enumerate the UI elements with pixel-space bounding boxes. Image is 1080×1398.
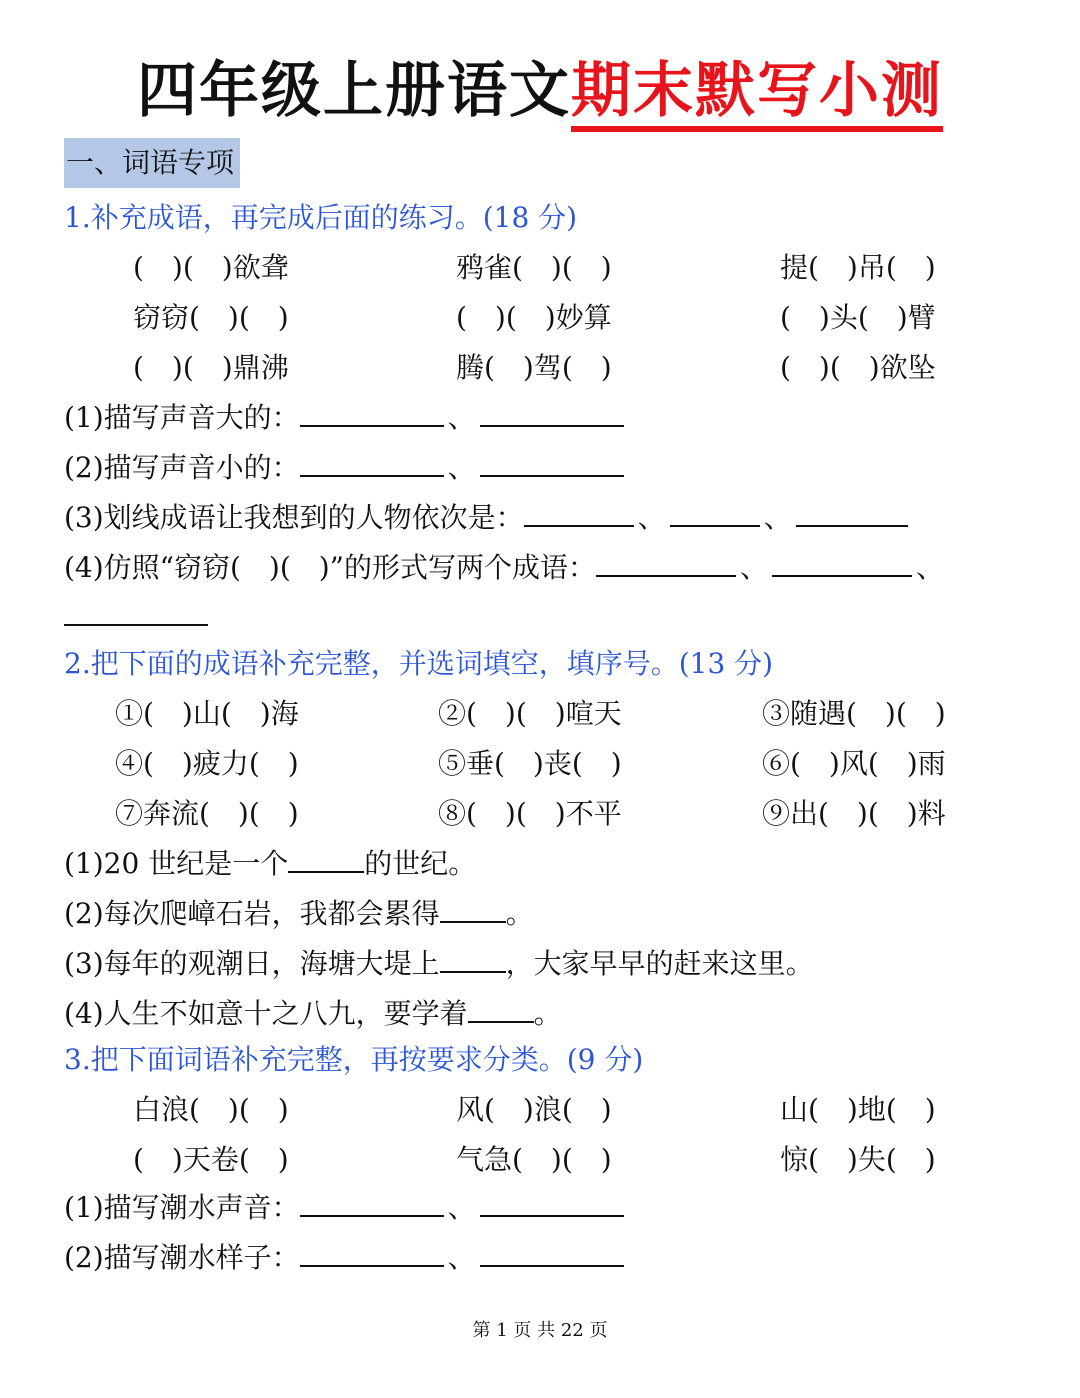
title-main: 四年级上册语文 (137, 56, 571, 126)
q3-word: 风( )浪( ) (456, 1093, 612, 1126)
q1-idiom: ( )( )欲聋 (133, 251, 289, 284)
q2-s2-pre: (2)每次爬嶂石岩，我都会累得 (64, 897, 440, 930)
q1-sub2 (64, 446, 624, 486)
answer-blank[interactable] (796, 497, 908, 527)
q3-word: 白浪( )( ) (133, 1093, 289, 1126)
q2-s1-post: 的世纪。 (364, 847, 477, 880)
answer-blank[interactable] (596, 547, 736, 577)
separator: 、 (447, 1191, 476, 1224)
question-3-label: 3.把下面词语补充完整，再按要求分类。(9 分) (64, 1043, 644, 1076)
question-2-label: 2.把下面的成语补充完整，并选词填空，填序号。(13 分) (64, 647, 774, 680)
q3-sub2 (64, 1236, 624, 1276)
answer-blank[interactable] (480, 1237, 624, 1267)
q2-idiom: ④( )疲力( ) (115, 747, 299, 780)
separator: 、 (763, 501, 792, 534)
q2-s2-post: 。 (505, 897, 534, 930)
answer-blank[interactable] (480, 1187, 624, 1217)
q2-idiom: ⑥( )风( )雨 (762, 747, 946, 780)
q2-sentence-3 (64, 942, 814, 982)
q2-idiom: ⑨出( )( )料 (762, 797, 946, 830)
answer-blank[interactable] (300, 1237, 444, 1267)
q2-s4-pre: (4)人生不如意十之八九，要学着 (64, 997, 468, 1030)
separator: 、 (447, 1241, 476, 1274)
q2-s4-post: 。 (533, 997, 562, 1030)
q2-idiom: ⑧( )( )不平 (438, 797, 622, 830)
page-footer: 第 1 页 共 22 页 (472, 1320, 608, 1341)
answer-blank[interactable] (288, 843, 364, 873)
q1-idiom: ( )头( )臂 (780, 301, 936, 334)
q2-sentence-1 (64, 842, 476, 882)
answer-blank[interactable] (300, 447, 444, 477)
q1-idiom: 腾( )驾( ) (456, 351, 612, 384)
separator: 、 (637, 501, 666, 534)
page-title (0, 46, 1080, 136)
question-1-label: 1.补充成语，再完成后面的练习。(18 分) (64, 201, 578, 234)
q2-idiom: ①( )山( )海 (115, 697, 299, 730)
title-highlight: 期末默写小测 (571, 56, 943, 132)
q2-idiom: ⑤垂( )丧( ) (438, 747, 622, 780)
answer-blank[interactable] (64, 596, 208, 626)
separator: 、 (447, 401, 476, 434)
answer-blank[interactable] (468, 993, 534, 1023)
q1-sub1-text: (1)描写声音大的： (64, 401, 300, 434)
q1-idiom: 提( )吊( ) (780, 251, 936, 284)
q1-idiom: 鸦雀( )( ) (456, 251, 612, 284)
q2-idiom: ②( )( )喧天 (438, 697, 622, 730)
q3-word: 气急( )( ) (456, 1143, 612, 1176)
answer-blank[interactable] (480, 397, 624, 427)
q2-sentence-2 (64, 892, 534, 932)
q2-s3-post: ，大家早早的赶来这里。 (505, 947, 814, 980)
separator: 、 (740, 551, 769, 584)
q2-s3-pre: (3)每年的观潮日，海塘大堤上 (64, 947, 440, 980)
q3-sub1-text: (1)描写潮水声音： (64, 1191, 300, 1224)
answer-blank[interactable] (772, 547, 912, 577)
q1-idiom: ( )( )欲坠 (780, 351, 936, 384)
answer-blank[interactable] (300, 397, 444, 427)
section-heading-vocabulary: 一、词语专项 (64, 138, 240, 188)
q3-word: 山( )地( ) (780, 1093, 936, 1126)
q1-sub4-text: (4)仿照“窃窃( )( )”的形式写两个成语： (64, 551, 596, 584)
answer-blank[interactable] (480, 447, 624, 477)
answer-blank[interactable] (300, 1187, 444, 1217)
q3-word: 惊( )失( ) (780, 1143, 936, 1176)
answer-blank[interactable] (440, 943, 506, 973)
q1-idiom: ( )( )鼎沸 (133, 351, 289, 384)
q2-sentence-4 (64, 992, 562, 1032)
q2-idiom: ③随遇( )( ) (762, 697, 946, 730)
q3-word: ( )天卷( ) (133, 1143, 289, 1176)
q1-sub4 (64, 546, 948, 586)
q1-sub3-text: (3)划线成语让我想到的人物依次是： (64, 501, 524, 534)
q1-sub1 (64, 396, 624, 436)
q2-s1-pre: (1)20 世纪是一个 (64, 847, 289, 880)
answer-blank[interactable] (670, 497, 760, 527)
q1-idiom: ( )( )妙算 (456, 301, 612, 334)
q1-sub2-text: (2)描写声音小的： (64, 451, 300, 484)
q3-sub2-text: (2)描写潮水样子： (64, 1241, 300, 1274)
q1-idiom: 窃窃( )( ) (133, 301, 289, 334)
answer-blank[interactable] (440, 893, 506, 923)
separator: 、 (447, 451, 476, 484)
q1-sub4-continued (64, 596, 208, 633)
separator: 、 (916, 551, 945, 584)
q1-sub3 (64, 496, 908, 536)
answer-blank[interactable] (524, 497, 634, 527)
q3-sub1 (64, 1186, 624, 1226)
q2-idiom: ⑦奔流( )( ) (115, 797, 299, 830)
